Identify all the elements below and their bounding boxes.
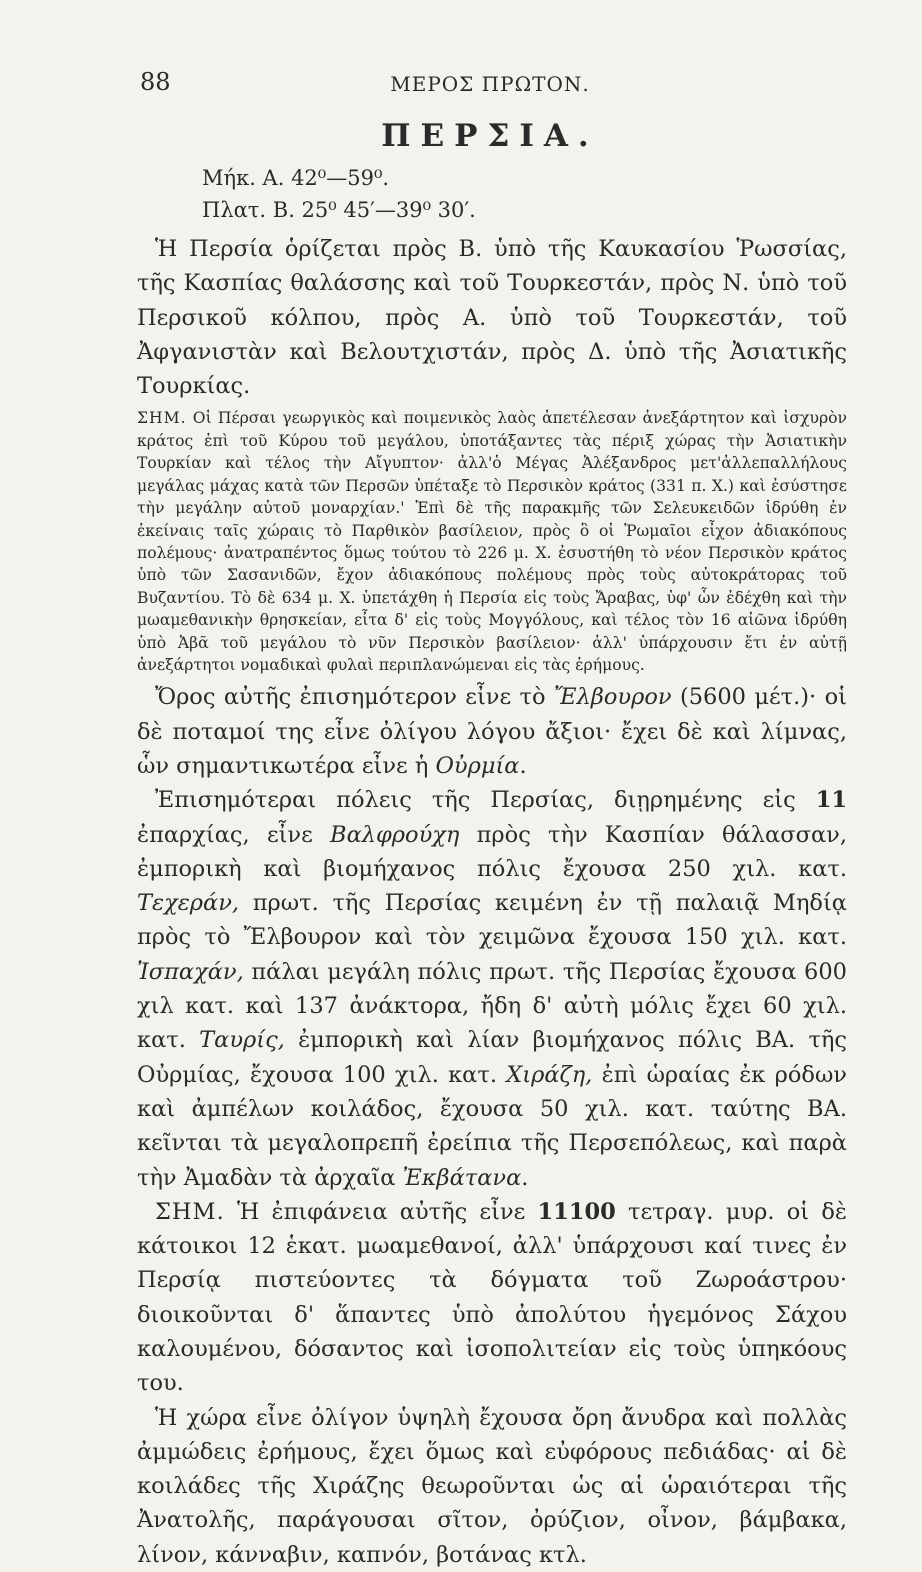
text-run: ἐπὶ ὡραίας ἐκ ρόδων καὶ ἀμπέλων κοιλάδος, ἔχουσα 50 χιλ. κατ. ταύτης ΒΑ. κεῖνται τὰ μεγαλοπρεπῆ ἐρείπια τῆς Περσεπόλεως, καὶ παρὰ τὴν Ἀμαδὰν τὰ ἀρχαῖα	[137, 1061, 847, 1191]
paragraph-cities	[137, 783, 847, 1195]
text-run: ἐμπορικὴ καὶ λίαν βιομήχανος πόλις ΒΑ. τῆς Οὐρμίας, ἔχουσα 100 χιλ. κατ.	[137, 1027, 847, 1088]
text-run: πρωτ. τῆς Περσίας κειμένη ἐν τῇ παλαιᾷ Μηδίᾳ πρὸς τὸ Ἔλβουρον καὶ τὸν χειμῶνα ἔχουσα 150 χιλ. κατ.	[137, 890, 847, 951]
text-run: .	[521, 1164, 529, 1191]
city-name: Βαλφρούχη	[330, 821, 460, 848]
page-number: 88	[140, 68, 171, 96]
section-title: ΠΕΡΣΙΑ.	[381, 118, 599, 154]
paragraph-borders: Ἡ Περσία ὁρίζεται πρὸς Β. ὑπὸ τῆς Καυκασίου Ῥωσσίας, τῆς Κασπίας θαλάσσης καὶ τοῦ Τουρκεστάν, πρὸς Ν. ὑπὸ τοῦ Περσικοῦ κόλπου, πρὸς Α. ὑπὸ τοῦ Τουρκεστάν, τοῦ Ἀφγανιστὰν καὶ Βελουτχιστάν, πρὸς Δ. ὑπὸ τῆς Ἀσιατικῆς Τουρκίας.	[137, 236, 847, 400]
city-name: Χιράζη,	[506, 1061, 593, 1088]
text-run: τετραγ. μυρ. οἱ δὲ κάτοικοι 12 ἑκατ. μωαμεθανοί, ἀλλ' ὑπάρχουσι καί τινες ἐν Περσίᾳ πιστεύοντες τὰ δόγματα τοῦ Ζωροάστρου· διοικοῦνται δ' ἅπαντες ὑπὸ ἀπολύτου ἡγεμόνος Σάχου καλουμένου, δόσαντος καὶ ἰσοπολιτείαν εἰς τοὺς ὑπηκόους του.	[137, 1198, 847, 1397]
running-head: ΜΕΡΟΣ ΠΡΩΤΟΝ.	[390, 72, 590, 96]
text-run: .	[519, 752, 527, 779]
longitude-line: Μήκ. Α. 42⁰—59⁰.	[202, 166, 390, 190]
history-note	[137, 407, 847, 676]
note-text: Οἱ Πέρσαι γεωργικὸς καὶ ποιμενικὸς λαὸς ἀπετέλεσαν ἀνεξάρτητον καὶ ἰσχυρὸν κράτος ἐπὶ τοῦ Κύρου τοῦ μεγάλου, ὑποτάξαντες τὰς πέριξ χώρας τὴν Ἀσιατικὴν Τουρκίαν καὶ τέλος τὴν Αἴγυπτον· ἀλλ'ὁ Μέγας Ἀλέξανδρος μετ'ἀλλεπαλλήλους μεγάλας μάχας κατὰ τῶν Περσῶν ὑπέταξε τὸ Περσικὸν κράτος (331 π. Χ.) καὶ ἐσύστησε τὴν μεγάλην αὐτοῦ μοναρχίαν.' Ἐπὶ δὲ τῆς παρακμῆς τῶν Σελευκειδῶν ἱδρύθη ἐν ἐκείναις ταῖς χώραις τὸ Παρθικὸν βασίλειον, πρὸς ὃ οἱ Ῥωμαῖοι εἶχον ἀδιακόπους πολέμους· ἀνατραπέντος ὅμως τούτου τὸ 226 μ. Χ. ἐσυστήθη τὸ νέον Περσικὸν κράτος ὑπὸ τῶν Σασανιδῶν, ἔχον ἀδιακόπους πολέμους πρὸς τοὺς αὐτοκράτορας τοῦ Βυζαντίου. Τὸ δὲ 634 μ. Χ. ὑπετάχθη ἡ Περσία εἰς τοὺς Ἄραβας, ὑφ' ὧν ἐδέχθη καὶ τὴν μωαμεθανικὴν θρησκείαν, εἶτα δ' εἰς τοὺς Μογγόλους, καὶ τέλος τὸν 16 αἰῶνα ἱδρύθη ὑπὸ Ἀβᾶ τοῦ μεγάλου τὸ νῦν Περσικὸν βασίλειον· ἀλλ' ὑπάρχουσιν ἔτι ἐν αὐτῇ ἀνεξάρτητοι νομαδικαὶ φυλαὶ περιπλανώμεναι εἰς τὰς ἐρήμους.	[137, 409, 847, 674]
text-run: Ἡ ἐπιφάνεια αὐτῆς εἶνε	[224, 1198, 538, 1225]
text-run: πρὸς τὴν Κασπίαν θάλασσαν, ἐμπορικὴ καὶ βιομήχανος πόλις ἔχουσα 250 χιλ. κατ.	[137, 821, 847, 882]
text-run: ἐπαρχίας, εἶνε	[137, 821, 331, 848]
paragraph-population-note	[137, 1195, 847, 1401]
city-name: Ταυρίς,	[199, 1027, 285, 1054]
note-label: ΣΗΜ.	[137, 409, 187, 428]
paragraph-land: Ἡ χώρα εἶνε ὀλίγον ὑψηλὴ ἔχουσα ὄρη ἄνυδρα καὶ πολλὰς ἀμμώδεις ἐρήμους, ἔχει ὅμως καὶ εὐφόρους πεδιάδας· αἱ δὲ κοιλάδες τῆς Χιράζης θεωροῦνται ὡς αἱ ὡραιότεραι τῆς Ἀνατολῆς, παράγουσαι σῖτον, ὀρύζιον, οἶνον, βάμβακα, λίνον, κάνναβιν, καπνόν, βοτάνας κτλ.	[137, 1404, 847, 1568]
body-text	[137, 232, 847, 1572]
lake-name: Οὐρμία	[435, 752, 520, 779]
paragraph-geography	[137, 680, 847, 783]
text-run: πάλαι μεγάλη πόλις πρωτ. τῆς Περσίας ἔχουσα 600 χιλ κατ. καὶ 137 ἀνάκτορα, ἤδη δ' αὐτὴ μόλις ἔχει 60 χιλ. κατ.	[137, 958, 847, 1054]
text-run: Ὄρος αὐτῆς ἐπισημότερον εἶνε τὸ	[155, 684, 554, 711]
city-name: Ἰσπαχάν,	[137, 958, 244, 985]
text-run: Ἐπισημότεραι πόλεις τῆς Περσίας, διῃρημένης εἰς	[155, 787, 816, 814]
area-value: 11100	[537, 1198, 616, 1225]
mountain-name: Ἔλβουρον	[553, 684, 672, 711]
note-label: ΣΗΜ.	[155, 1198, 225, 1225]
text-run: (5600 μέτ.)· οἱ δὲ ποταμοί της εἶνε ὀλίγου λόγου ἄξιοι· ἔχει δὲ καὶ λίμνας, ὧν σημαντικωτέρα εἶνε ἡ	[137, 684, 847, 779]
province-count: 11	[815, 787, 847, 814]
city-name: Ἐκβάτανα	[402, 1164, 522, 1191]
page-header	[140, 62, 840, 102]
latitude-line: Πλατ. Β. 25⁰ 45′—39⁰ 30′.	[202, 198, 476, 222]
city-name: Τεχεράν,	[137, 890, 240, 917]
